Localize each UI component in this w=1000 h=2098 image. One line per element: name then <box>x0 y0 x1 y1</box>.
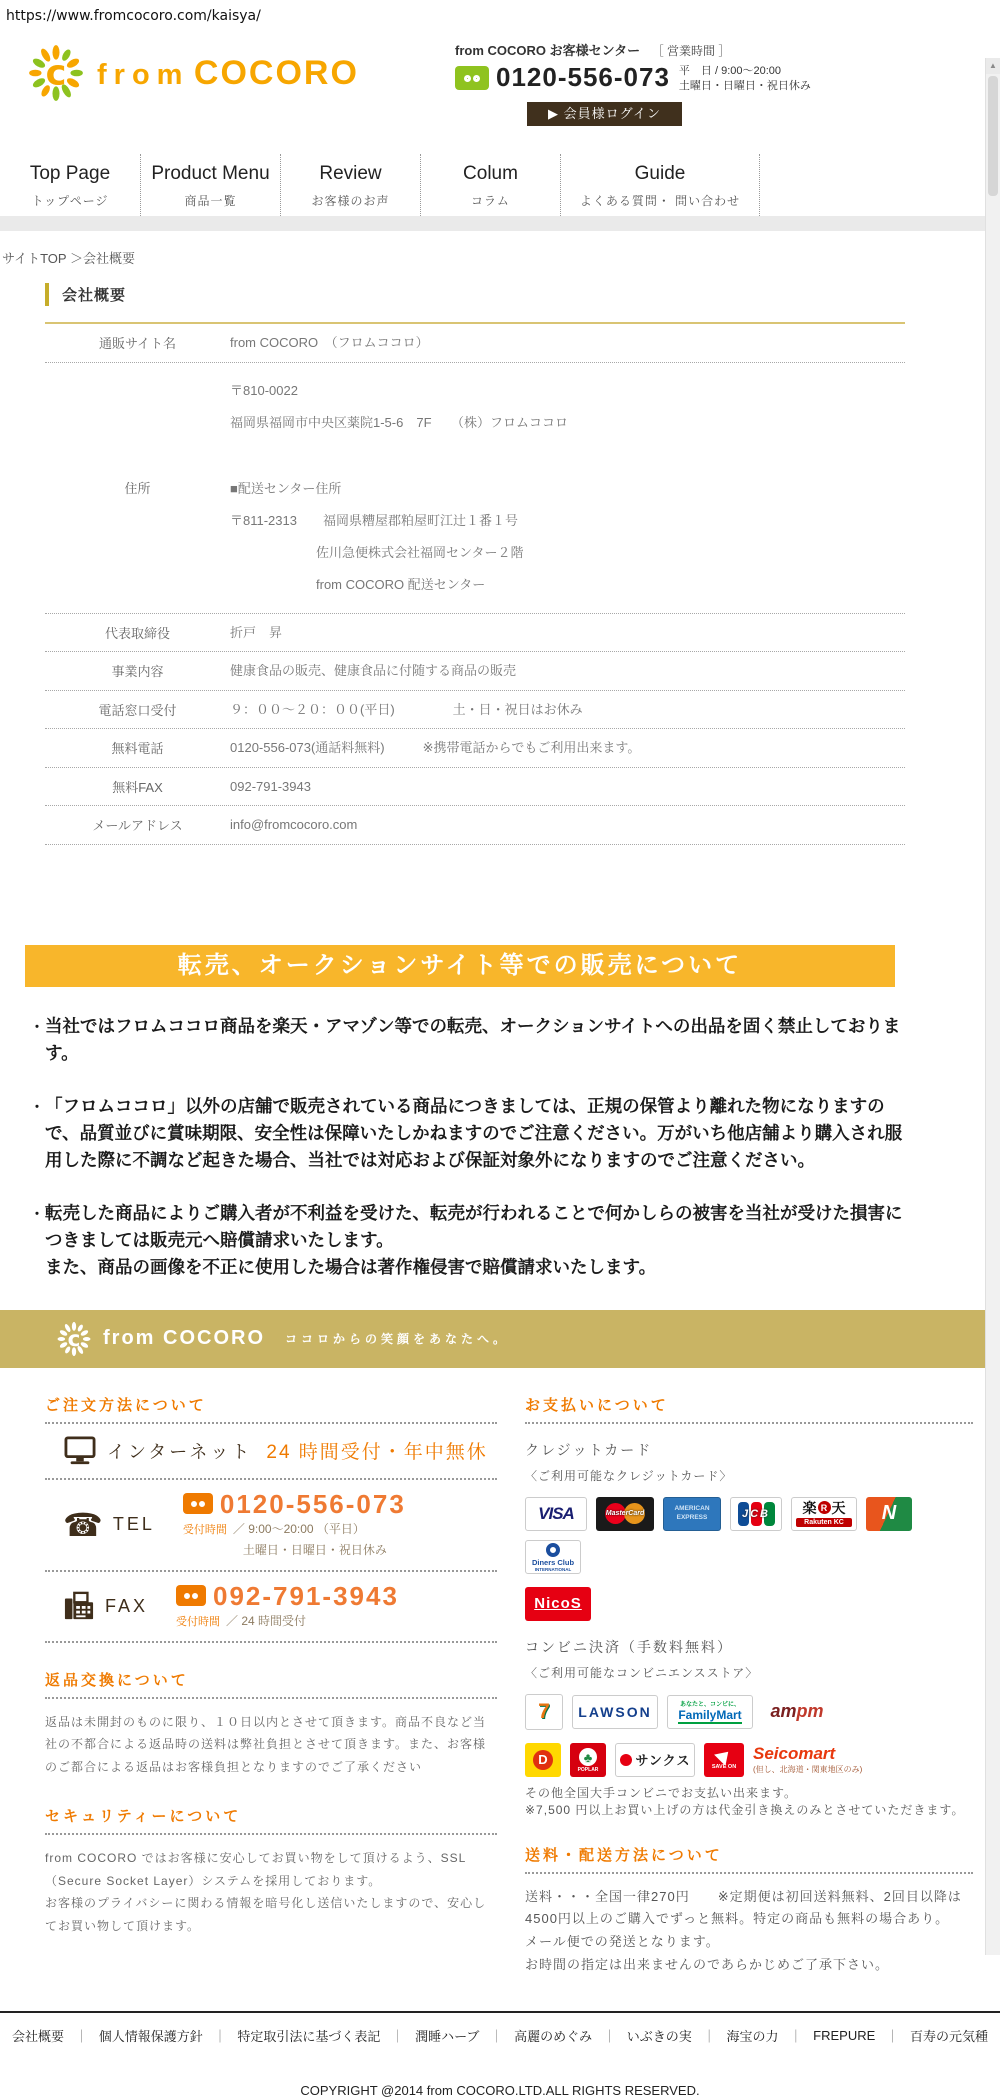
nav-item-colum[interactable]: Colum コラム <box>420 154 560 216</box>
rakuten-kc-logo: 楽 R 天 Rakuten KC <box>791 1497 857 1531</box>
ufj-nicos-logo: N <box>866 1497 912 1531</box>
conbini-logos-row-2 <box>525 1743 973 1777</box>
browser-url[interactable]: https://www.fromcocoro.com/kaisya/ <box>6 8 261 24</box>
order-row-fax: FAX 092-791-3943 受付時間 ／ 24 時間受付 <box>45 1572 497 1643</box>
bottom-link-tokutei[interactable]: 特定取引法に基づく表記 <box>237 2028 381 2044</box>
nicos-logo: NicoS <box>525 1587 591 1621</box>
bottom-link-kaiho[interactable]: 海宝の力 <box>726 2028 779 2044</box>
jcb-logo: JCB <box>730 1497 782 1531</box>
credit-card-logos <box>525 1497 973 1574</box>
telephone-icon: ☎ <box>63 1506 103 1543</box>
resale-paragraph-3: ・ 転売した商品によりご購入者が不利益を受けた、転売が行われることで何かしらの被害を当社が受けた損害につきましては販売元へ賠償請求いたします。 また、商品の画像を不正に使用した場合は著作権侵害で賠償請求いたします。 <box>30 1203 903 1278</box>
logo-wordmark: from COCORO <box>97 53 359 92</box>
payment-heading: お支払いについて <box>525 1394 973 1424</box>
table-row-business: 事業内容 健康食品の販売、健康食品に付随する商品の販売 <box>45 652 905 691</box>
visa-logo: VISA <box>525 1497 587 1531</box>
monitor-icon <box>63 1436 97 1466</box>
sunkus-logo: サンクス <box>615 1743 695 1777</box>
header-phone-number: 0120-556-073 <box>496 62 670 92</box>
business-hours-bracket: ［ 営業時間 ］ <box>651 44 731 58</box>
security-section <box>45 1805 497 1938</box>
conbini-logos-row-1 <box>525 1694 973 1730</box>
seven-eleven-logo: 7 <box>525 1694 563 1730</box>
nicos-logo-row <box>525 1587 973 1621</box>
returns-section <box>45 1669 497 1779</box>
credit-card-title: クレジットカード <box>525 1441 653 1458</box>
returns-heading: 返品交換について <box>45 1669 497 1699</box>
fax-icon <box>63 1591 95 1621</box>
familymart-logo: あなたと、コンビに、 FamilyMart <box>667 1695 753 1729</box>
sun-logo-icon <box>25 42 87 104</box>
security-text: from COCORO ではお客様に安心してお買い物をして頂けるよう、SSL（Secure Socket Layer）システムを採用しております。 お客様のプライバシーに関わる情報を暗号化し送信いたしますので、安心してお買い物して頂けます。 <box>45 1850 487 1934</box>
table-row-free-phone: 無料電話 0120-556-073(通話料無料) ※携帯電話からでもご利用出来ます。 <box>45 729 905 768</box>
poplar-logo: ♣ POPLAR <box>570 1743 606 1777</box>
footer-left-column <box>45 1394 497 1977</box>
footer <box>0 1368 1000 1977</box>
footer-brand-band <box>0 1310 1000 1368</box>
nav-item-top-page[interactable]: Top Page トップページ <box>29 163 111 208</box>
resale-paragraph-2: ・ 「フロムココロ」以外の店舗で販売されている商品につきましては、正規の保管より離れた物になりますので、品質並びに賞味期限、安全性は保障いたしかねますのでご注意ください。万がいち他店舗より購入され服用した際に不調など起きた場合、当社では対応および保証対象外になりますのでご注意ください。 <box>30 1095 903 1170</box>
customer-center-label: from COCORO お客様センター <box>455 43 641 58</box>
order-methods-heading: ご注文方法について <box>45 1394 497 1424</box>
resale-banner: 転売、オークションサイト等での販売について <box>25 945 895 987</box>
bottom-link-privacy[interactable]: 個人情報保護方針 <box>98 2028 203 2044</box>
table-row-phone-hours: 電話窓口受付 ９：００～２０：００(平日) 土・日・祝日はお休み <box>45 691 905 730</box>
member-login-button[interactable]: ▶ 会員様ログイン <box>527 102 682 126</box>
title-accent-bar <box>45 283 49 306</box>
conbini-title: コンビニ決済（手数料無料） <box>525 1638 733 1655</box>
main-nav <box>0 154 1000 216</box>
scrollbar-thumb[interactable] <box>988 76 998 196</box>
nav-shadow-strip <box>0 216 1000 231</box>
footer-sun-logo-icon <box>55 1320 93 1358</box>
scrollbar-up-arrow[interactable]: ▲ <box>986 58 1000 74</box>
conbini-other-note: その他全国大手コンビニでお支払い出来ます。 ※7,500 円以上お買い上げの方は代金引き換えのみとさせていただきます。 <box>525 1785 965 1817</box>
bottom-link-hyakuju[interactable]: 百寿の元気種 <box>909 2028 988 2044</box>
breadcrumb-site-top[interactable]: サイトTOP <box>2 251 67 266</box>
breadcrumb: サイトTOP ＞会社概要 <box>2 251 135 266</box>
footer-tel-number: 0120-556-073 <box>219 1488 406 1519</box>
freedial-icon <box>176 1585 206 1606</box>
ampm-logo: am pm <box>770 1701 824 1721</box>
table-row-address: 住所 〒810-0022 福岡県福岡市中央区薬院1-5-6 7F （株）フロムココロ ■配送センター住所 〒811-2313 福岡県糟屋郡粕屋町江辻１番１号 佐川急便株式会社福岡センター２階 from COCORO 配送センター <box>45 363 905 614</box>
nav-item-review[interactable]: Review お客様のお声 <box>280 154 420 216</box>
copyright: COPYRIGHT @2014 from COCORO.LTD.ALL RIGHTS RESERVED. <box>300 2082 700 2098</box>
table-row-email: メールアドレス info@fromcocoro.com <box>45 806 905 845</box>
site-header <box>0 26 1000 154</box>
shipping-heading: 送料・配送方法について <box>525 1844 973 1874</box>
bottom-link-korai[interactable]: 高麗のめぐみ <box>514 2028 593 2044</box>
table-row-ceo: 代表取締役 折戸 昇 <box>45 614 905 653</box>
bottom-link-ibuki[interactable]: いぶきの実 <box>626 2028 692 2044</box>
bottom-nav: 会社概要 ｜ 個人情報保護方針 ｜ 特定取引法に基づく表記 ｜ 潤睡ハーブ ｜ 高麗のめぐみ ｜ いぶきの実 ｜ 海宝の力 ｜ FREPURE ｜ 百寿の元気種 <box>0 2011 1000 2055</box>
resale-paragraph-1: ・ 当社ではフロムココロ商品を楽天・アマゾン等での転売、オークションサイトへの出品を固く禁止しております。 <box>30 1015 901 1063</box>
header-hours: 平 日 / 9:00～20:00 土曜日・日曜日・祝日休み <box>678 65 811 92</box>
page-title: 会社概要 <box>62 287 127 304</box>
shipping-section <box>525 1844 973 1977</box>
order-row-tel: ☎ TEL 0120-556-073 受付時間 ／ 9:00～20:00 （平日） 土曜日・日曜日・祝日休み <box>45 1480 497 1572</box>
header-contact <box>455 40 811 94</box>
conbini-note: 〈ご利用可能なコンビニエンスストア〉 <box>525 1665 759 1680</box>
footer-logo-wordmark: from COCORO <box>103 1327 266 1349</box>
security-heading: セキュリティーについて <box>45 1805 497 1835</box>
seicomart-logo: Seicomart (但し、北海道・関東地区のみ) <box>753 1744 863 1774</box>
order-row-internet: インターネット 24 時間受付・年中無休 <box>45 1424 497 1480</box>
footer-tagline: ココロからの笑顔をあなたへ。 <box>285 1332 510 1346</box>
table-row-free-fax: 無料FAX 092-791-3943 <box>45 768 905 807</box>
footer-right-column <box>525 1394 973 1977</box>
mastercard-logo: MasterCard <box>596 1497 654 1531</box>
footer-fax-number: 092-791-3943 <box>213 1580 399 1611</box>
resale-paragraphs <box>30 1013 910 1282</box>
bottom-link-junsui-herb[interactable]: 潤睡ハーブ <box>415 2028 480 2044</box>
nav-item-guide[interactable]: Guide よくある質問・ 問い合わせ <box>560 154 760 216</box>
freedial-icon <box>455 66 489 90</box>
svg-text:c: c <box>45 52 67 94</box>
breadcrumb-current: 会社概要 <box>82 251 135 266</box>
diners-club-logo: Diners Club INTERNATIONAL <box>525 1540 581 1574</box>
site-logo[interactable] <box>25 42 359 104</box>
freedial-icon <box>183 1493 213 1514</box>
nav-item-product-menu[interactable]: Product Menu 商品一覧 <box>140 154 280 216</box>
returns-text: 返品は未開封のものに限り、１０日以内とさせて頂きます。商品不良など当社の不都合による返品時の送料は弊社負担とさせて頂きます。また、お客様のご都合による返品はお客様負担となりますのでご了承ください <box>45 1714 487 1775</box>
daily-yamazaki-logo: D <box>525 1743 561 1777</box>
credit-card-note: 〈ご利用可能なクレジットカード〉 <box>525 1468 733 1483</box>
svg-text:c: c <box>67 1326 81 1352</box>
bottom-link-company[interactable]: 会社概要 <box>12 2028 65 2044</box>
save-on-logo: SAVE ON <box>704 1743 744 1777</box>
section-head <box>45 283 1000 306</box>
lawson-logo: LAWSON <box>572 1695 658 1729</box>
company-info-table <box>45 322 905 845</box>
table-row-site-name: 通販サイト名 from COCORO （フロムココロ） <box>45 324 905 363</box>
scrollbar[interactable] <box>985 58 1000 1955</box>
amex-logo: AMERICAN EXPRESS <box>663 1497 721 1531</box>
bottom-link-frepure[interactable]: FREPURE <box>813 2027 876 2043</box>
shipping-text: 送料・・・全国一律270円 ※定期便は初回送料無料、2回目以降は 4500円以上のご購入でずっと無料。特定の商品も無料の場合あり。 メール便での発送となります。 お時間の指定は出来ませんのであらかじめご了承下さい。 <box>525 1888 962 1972</box>
